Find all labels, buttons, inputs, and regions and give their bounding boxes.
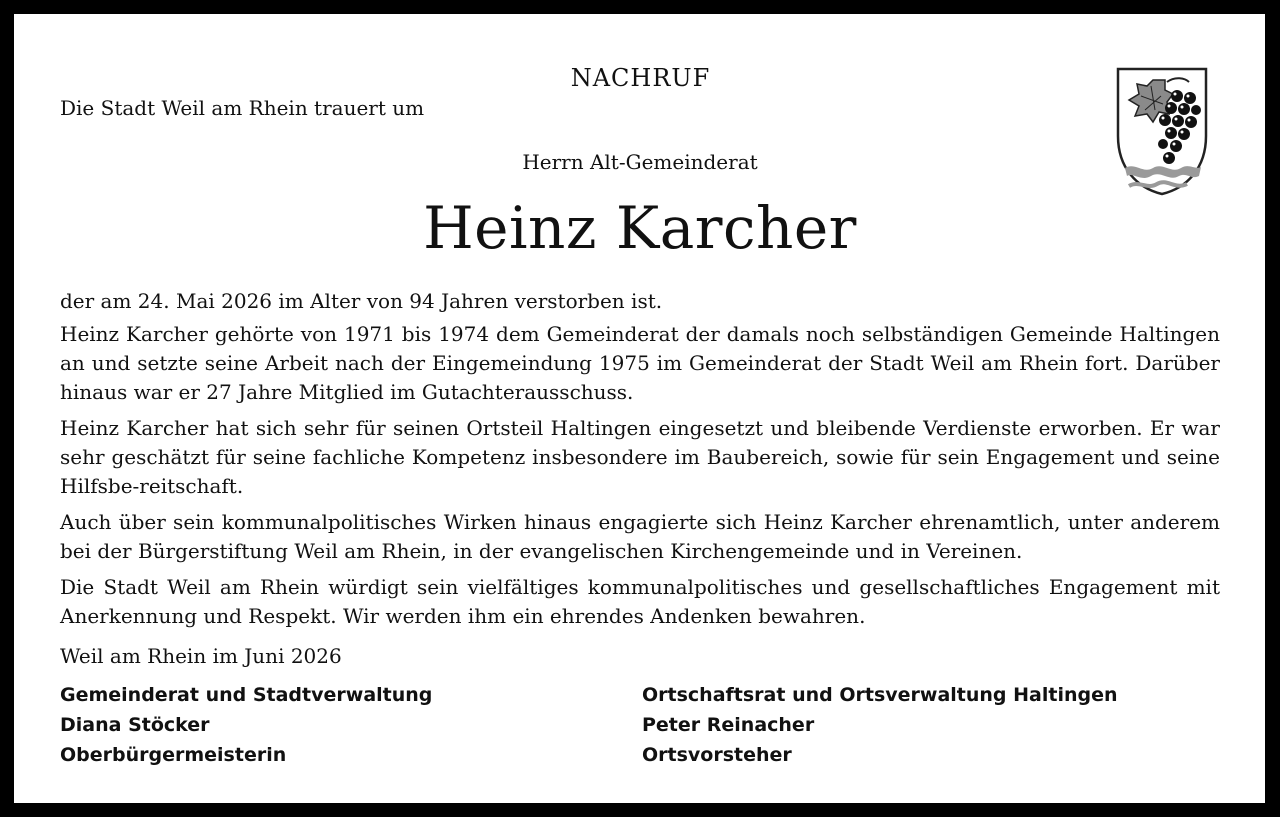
deceased-name: Heinz Karcher (423, 194, 857, 262)
place-and-date: Weil am Rhein im Juni 2026 (60, 644, 342, 668)
honorific-title: Herrn Alt-Gemeinderat (522, 150, 758, 174)
signature-right-role: Ortsvorsteher (642, 744, 792, 766)
signature-right-body: Ortschaftsrat und Ortsverwaltung Haltingen (642, 684, 1118, 706)
body-paragraph-4: Auch über sein kommunalpolitisches Wirken hinaus engagierte sich Heinz Karcher ehrenamtlich, unter anderem bei der Bürgerstiftung Weil am Rhein, in der evangelischen Kirchengemeinde und in Vereinen. (60, 510, 1220, 563)
coat-of-arms-grapes-icon (1115, 66, 1209, 196)
body-paragraph-5: Die Stadt Weil am Rhein würdigt sein vielfältiges kommunalpolitisches und gesellschaftliches Engagement mit Anerkennung und Respekt. Wir werden ihm ein ehrendes Andenken bewahren. (60, 575, 1220, 628)
intro-text: Die Stadt Weil am Rhein trauert um (60, 96, 425, 120)
signature-right-person: Peter Reinacher (642, 714, 815, 736)
signature-left (60, 680, 432, 770)
signature-left-body: Gemeinderat und Stadtverwaltung (60, 684, 433, 706)
signature-right (642, 680, 1118, 770)
notice-heading: NACHRUF (570, 64, 711, 92)
body-paragraph-3: Heinz Karcher hat sich sehr für seinen Ortsteil Haltingen eingesetzt und bleibende Verdienste erworben. Er war sehr geschätzt für seine fachliche Kompetenz insbesondere im Baubereich, sowie für sein Engagement und seine Hilfsbe-reitschaft. (60, 416, 1220, 498)
obituary-notice (14, 14, 1265, 803)
notice-body (60, 287, 1220, 638)
body-paragraph-2: Heinz Karcher gehörte von 1971 bis 1974 dem Gemeinderat der damals noch selbständigen Gemeinde Haltingen an und setzte seine Arbeit nach der Eingemeindung 1975 im Gemeinderat der Stadt Weil am Rhein fort. Darüber hinaus war er 27 Jahre Mitglied im Gutachterausschuss. (60, 322, 1220, 404)
body-paragraph-1: der am 24. Mai 2026 im Alter von 94 Jahren verstorben ist. (60, 289, 663, 313)
signature-left-role: Oberbürgermeisterin (60, 744, 287, 766)
signature-left-person: Diana Stöcker (60, 714, 210, 736)
